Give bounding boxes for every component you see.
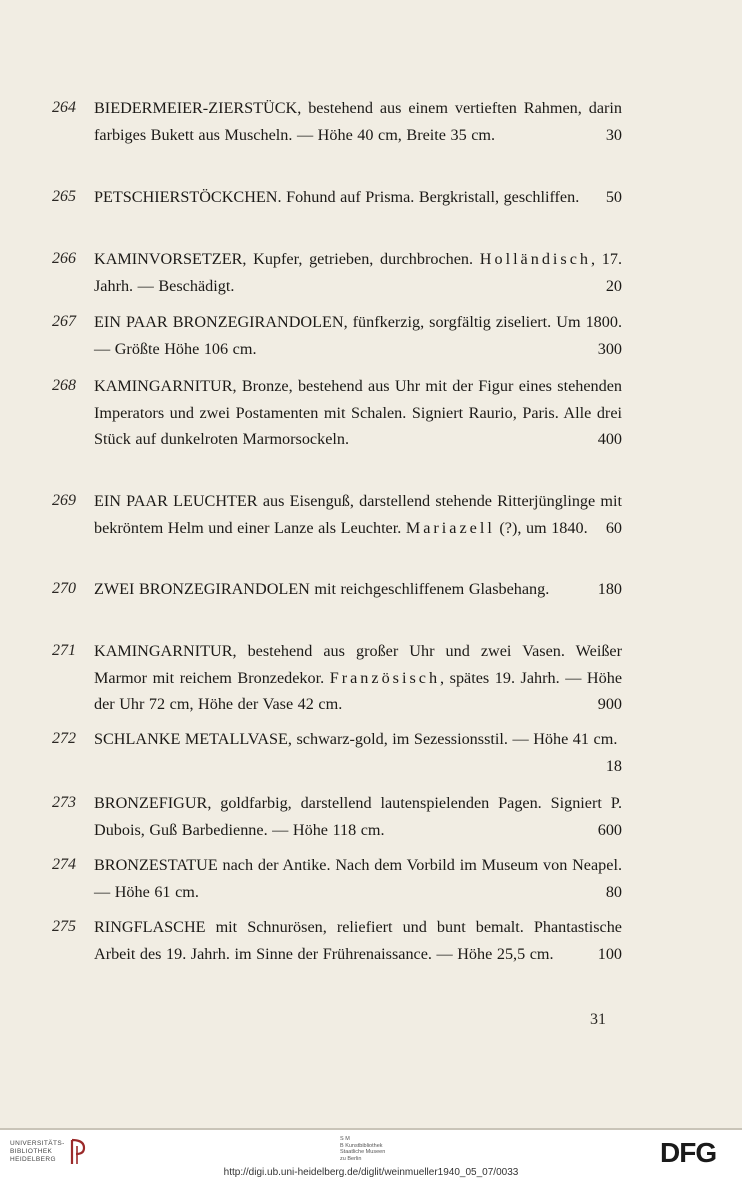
lot-number: 269 [52,492,76,509]
lot-price: 30 [605,125,622,144]
lot-price: 80 [605,882,622,901]
lot-number: 268 [52,377,76,394]
lot-number: 264 [52,99,76,116]
lot-description [94,790,622,843]
description-text: PETSCHIERSTÖCKCHEN. Fohund auf Prisma. Bergkristall, geschliffen. [94,188,580,206]
lot-description [94,95,622,148]
description-text: EIN PAAR BRONZEGIRANDOLEN, fünfkerzig, sorgfältig ziseliert. Um 1800. — Größte Höhe 106 cm. [94,313,622,358]
lot-number: 273 [52,794,76,811]
footer-divider [0,1128,742,1130]
catalog-entry [52,852,622,905]
catalog-entry [52,373,622,453]
lot-number: 275 [52,918,76,935]
lot-description [94,488,622,541]
description-text: , spätes 19. Jahrh. — Höhe der Uhr 72 cm, Höhe der Vase 42 cm. [94,668,622,713]
description-text: , 17. Jahrh. — Beschädigt. [94,250,622,295]
catalog-entry [52,726,622,779]
lot-price: 50 [605,188,622,206]
description-text: BRONZESTATUE nach der Antike. Nach dem Vorbild im Museum von Neapel. — Höhe 61 cm. [94,856,622,901]
lot-price: 300 [597,339,622,358]
lot-description [94,638,622,718]
catalog-entry [52,488,622,541]
lot-number: 265 [52,188,76,205]
description-text: Mariazell [405,518,495,537]
lot-description [94,852,622,905]
lot-price: 400 [597,430,622,448]
lot-price: 20 [605,276,622,295]
catalog-entry [52,246,622,299]
lot-number: 266 [52,250,76,267]
description-text: KAMINVORSETZER, Kupfer, getrieben, durchbrochen. [94,250,480,268]
description-text: Holländisch [479,250,592,268]
lot-description [94,309,622,362]
lot-description [94,184,622,211]
lot-number: 272 [52,730,76,747]
lot-description [94,373,622,453]
description-text: ZWEI BRONZEGIRANDOLEN mit reichgeschliffenem Glasbehang. [94,580,550,598]
university-library-logo-text: UNIVERSITÄTS- BIBLIOTHEK HEIDELBERG [10,1140,65,1163]
lot-price: 18 [605,756,622,775]
description-text: KAMINGARNITUR, bestehend aus großer Uhr und zwei Vasen. Weißer Marmor mit reichem Bronzedekor. [94,642,622,687]
lot-description [94,246,622,299]
lot-price: 180 [597,580,622,598]
lot-description [94,914,622,967]
lot-price: 900 [597,695,622,713]
catalog-entry [52,914,622,967]
lot-number: 271 [52,642,76,659]
lot-description [94,576,622,603]
description-text: (?), um 1840. [494,518,588,537]
description-text: SCHLANKE METALLVASE, schwarz-gold, im Sezessionsstil. — Höhe 41 cm. [94,730,618,748]
catalog-entry [52,790,622,843]
description-text: EIN PAAR LEUCHTER aus Eisenguß, darstellend stehende Ritterjünglinge mit bekröntem Helm und einer Lanze als Leuchter. [94,492,622,537]
lot-price: 100 [597,944,622,963]
catalog-entry [52,95,622,148]
description-text: BIEDERMEIER-ZIERSTÜCK, bestehend aus einem vertieften Rahmen, darin farbiges Bukett aus Muscheln. — Höhe 40 cm, Breite 35 cm. [94,99,622,144]
catalog-entry [52,309,622,362]
dfg-logo: DFG [660,1137,717,1168]
lot-price: 60 [605,518,622,537]
heidelberg-logo-icon [68,1138,90,1166]
description-text: KAMINGARNITUR, Bronze, bestehend aus Uhr mit der Figur eines stehenden Imperators und zwei Postamenten mit Schalen. Signiert Raurio, Paris. Alle drei Stück auf dunkelroten Marmorsockeln. [94,377,622,448]
catalog-entry [52,638,622,718]
kunstbibliothek-logo-text: S M B Kunstbibliothek Staatliche Museen zu Berlin [340,1136,386,1162]
lot-description [94,726,622,775]
lot-price: 600 [597,820,622,839]
description-text: Französisch [329,668,441,687]
source-url-link[interactable]: http://digi.ub.uni-heidelberg.de/diglit/weinmueller1940_05_07/0033 [223,1167,519,1178]
lot-number: 274 [52,856,76,873]
catalog-entry [52,184,622,211]
page-number: 31 [590,1011,606,1028]
description-text: RINGFLASCHE mit Schnurösen, reliefiert und bunt bemalt. Phantastische Arbeit des 19. Jahrh. im Sinne der Frührenaissance. — Höhe 25,5 cm. [94,918,622,963]
catalog-entry [52,576,622,603]
lot-number: 270 [52,580,76,597]
description-text: BRONZEFIGUR, goldfarbig, darstellend lautenspielenden Pagen. Signiert P. Dubois, Guß Barbedienne. — Höhe 118 cm. [94,794,622,839]
lot-number: 267 [52,313,76,330]
